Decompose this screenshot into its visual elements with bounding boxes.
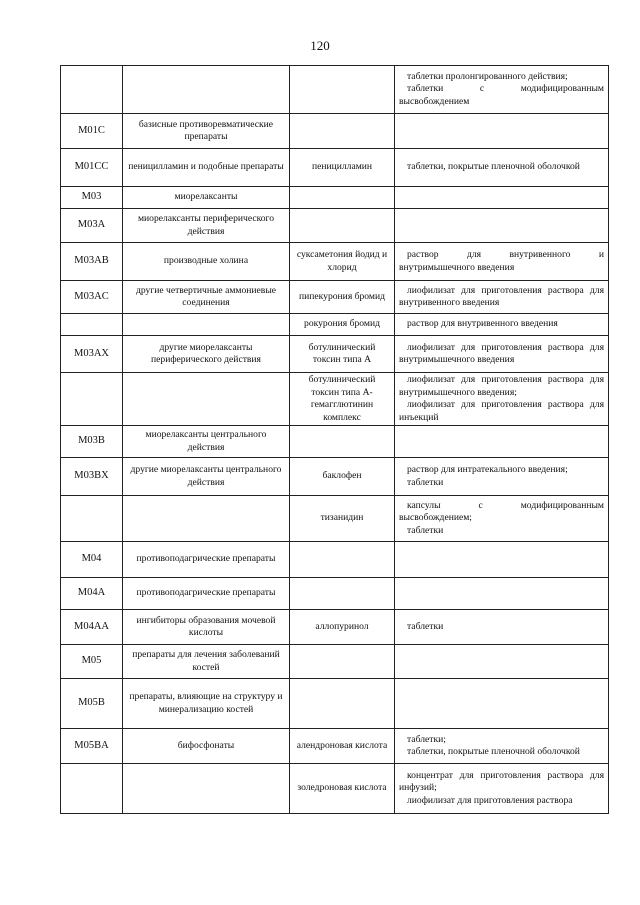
dosage-form-line: таблетки (407, 524, 444, 536)
table-row (61, 114, 609, 149)
dosage-form-line: лиофилизат для приготовления раствора (407, 794, 573, 806)
drug-name-cell: тизанидин (290, 496, 395, 542)
dosage-form-line: таблетки с модифицированным высвобождением (399, 83, 604, 107)
dosage-forms-cell (395, 243, 609, 281)
table-row (61, 243, 609, 281)
group-name-cell: препараты для лечения заболеваний костей (123, 645, 290, 679)
atc-code-cell: M03AX (61, 336, 123, 373)
table-row (61, 281, 609, 314)
dosage-forms-cell (395, 729, 609, 764)
drug-name-cell: ботулинический токсин типа А-гемагглютинин комплекс (290, 373, 395, 426)
dosage-form-line: таблетки, покрытые пленочной оболочкой (407, 746, 580, 757)
atc-code-cell: M01C (61, 114, 123, 149)
dosage-forms-cell (395, 496, 609, 542)
drug-name-cell: пеницилламин (290, 149, 395, 187)
dosage-forms-cell (395, 114, 609, 149)
atc-code-cell: M04 (61, 542, 123, 578)
atc-code-cell: M05B (61, 679, 123, 729)
group-name-cell: другие миорелаксанты центрального действия (123, 458, 290, 496)
dosage-form-line: лиофилизат для приготовления раствора для инъекций (399, 399, 604, 423)
dosage-form-line: таблетки (407, 620, 444, 632)
drug-name-cell: ботулинический токсин типа А (290, 336, 395, 373)
group-name-cell: противоподагрические препараты (123, 542, 290, 578)
page-number: 120 (310, 38, 330, 53)
atc-code-cell (61, 496, 123, 542)
group-name-cell: бифосфонаты (123, 729, 290, 764)
atc-code-cell (61, 314, 123, 336)
table-row (61, 458, 609, 496)
group-name-cell: другие миорелаксанты периферического действия (123, 336, 290, 373)
table-body (61, 66, 609, 814)
dosage-form-line: таблетки (407, 476, 444, 488)
atc-code-cell (61, 764, 123, 814)
drug-name-cell (290, 578, 395, 610)
table-row (61, 729, 609, 764)
table-row (61, 209, 609, 243)
dosage-form-line: лиофилизат для приготовления раствора для внутримышечного введения (399, 341, 604, 365)
table-row (61, 149, 609, 187)
group-name-cell: производные холина (123, 243, 290, 281)
table-row (61, 610, 609, 645)
dosage-forms-cell (395, 187, 609, 209)
table-row (61, 373, 609, 426)
atc-code-cell: M05BA (61, 729, 123, 764)
table-row (61, 542, 609, 578)
dosage-form-line: таблетки, покрытые пленочной оболочкой (407, 161, 580, 173)
drug-name-cell: аллопуринол (290, 610, 395, 645)
drug-name-cell: пипекурония бромид (290, 281, 395, 314)
group-name-cell (123, 764, 290, 814)
drug-name-cell (290, 114, 395, 149)
drug-name-cell (290, 209, 395, 243)
table-row (61, 679, 609, 729)
drug-name-cell: алендроновая кислота (290, 729, 395, 764)
table-row (61, 66, 609, 114)
dosage-forms-cell (395, 679, 609, 729)
drug-name-cell (290, 426, 395, 458)
dosage-form-line: капсулы с модифицированным высвобождением; (399, 499, 604, 524)
atc-code-cell: M01CC (61, 149, 123, 187)
atc-code-cell: M05 (61, 645, 123, 679)
drug-name-cell: баклофен (290, 458, 395, 496)
atc-code-cell: M03BX (61, 458, 123, 496)
dosage-forms-cell (395, 610, 609, 645)
drug-name-cell (290, 645, 395, 679)
atc-code-cell: M03B (61, 426, 123, 458)
drug-name-cell: рокурония бромид (290, 314, 395, 336)
dosage-forms-cell (395, 281, 609, 314)
dosage-form-line: раствор для внутривенного введения (407, 318, 558, 330)
table-row (61, 496, 609, 542)
atc-code-cell: M03AC (61, 281, 123, 314)
drug-name-cell (290, 66, 395, 114)
group-name-cell: препараты, влияющие на структуру и минерализацию костей (123, 679, 290, 729)
dosage-form-line: лиофилизат для приготовления раствора для внутримышечного введения; (399, 374, 604, 398)
dosage-forms-cell (395, 578, 609, 610)
dosage-form-line: таблетки; (407, 733, 446, 745)
atc-code-cell: M04AA (61, 610, 123, 645)
dosage-forms-cell (395, 458, 609, 496)
group-name-cell: другие четвертичные аммониевые соединения (123, 281, 290, 314)
group-name-cell: ингибиторы образования мочевой кислоты (123, 610, 290, 645)
atc-code-cell (61, 66, 123, 114)
group-name-cell: миорелаксанты (123, 187, 290, 209)
table-row (61, 645, 609, 679)
dosage-form-line: раствор для внутривенного и внутримышечного введения (399, 249, 604, 273)
table-row (61, 426, 609, 458)
group-name-cell: базисные противоревматические препараты (123, 114, 290, 149)
group-name-cell: миорелаксанты центрального действия (123, 426, 290, 458)
dosage-forms-cell (395, 314, 609, 336)
table-row (61, 314, 609, 336)
table-row (61, 187, 609, 209)
group-name-cell: противоподагрические препараты (123, 578, 290, 610)
atc-code-cell: M03AB (61, 243, 123, 281)
dosage-form-line: раствор для интратекального введения; (407, 464, 568, 475)
dosage-forms-cell (395, 149, 609, 187)
table-row (61, 764, 609, 814)
atc-code-cell (61, 373, 123, 426)
dosage-forms-cell (395, 542, 609, 578)
dosage-forms-cell (395, 426, 609, 458)
drug-name-cell (290, 187, 395, 209)
group-name-cell (123, 373, 290, 426)
drug-table (60, 65, 609, 814)
drug-name-cell (290, 679, 395, 729)
group-name-cell (123, 496, 290, 542)
atc-code-cell: M04A (61, 578, 123, 610)
group-name-cell: миорелаксанты периферического действия (123, 209, 290, 243)
drug-name-cell: золедроновая кислота (290, 764, 395, 814)
dosage-forms-cell (395, 209, 609, 243)
dosage-form-line: таблетки пролонгированного действия; (407, 70, 568, 82)
dosage-forms-cell (395, 764, 609, 814)
table-row (61, 578, 609, 610)
dosage-form-line: лиофилизат для приготовления раствора для внутривенного введения (399, 284, 604, 308)
atc-code-cell: M03 (61, 187, 123, 209)
group-name-cell (123, 66, 290, 114)
atc-code-cell: M03A (61, 209, 123, 243)
dosage-form-line: концентрат для приготовления раствора для инфузий; (399, 769, 604, 794)
drug-name-cell: суксаметония йодид и хлорид (290, 243, 395, 281)
group-name-cell: пеницилламин и подобные препараты (123, 149, 290, 187)
group-name-cell (123, 314, 290, 336)
drug-name-cell (290, 542, 395, 578)
dosage-forms-cell (395, 336, 609, 373)
dosage-forms-cell (395, 645, 609, 679)
dosage-forms-cell (395, 373, 609, 426)
dosage-forms-cell (395, 66, 609, 114)
table-row (61, 336, 609, 373)
